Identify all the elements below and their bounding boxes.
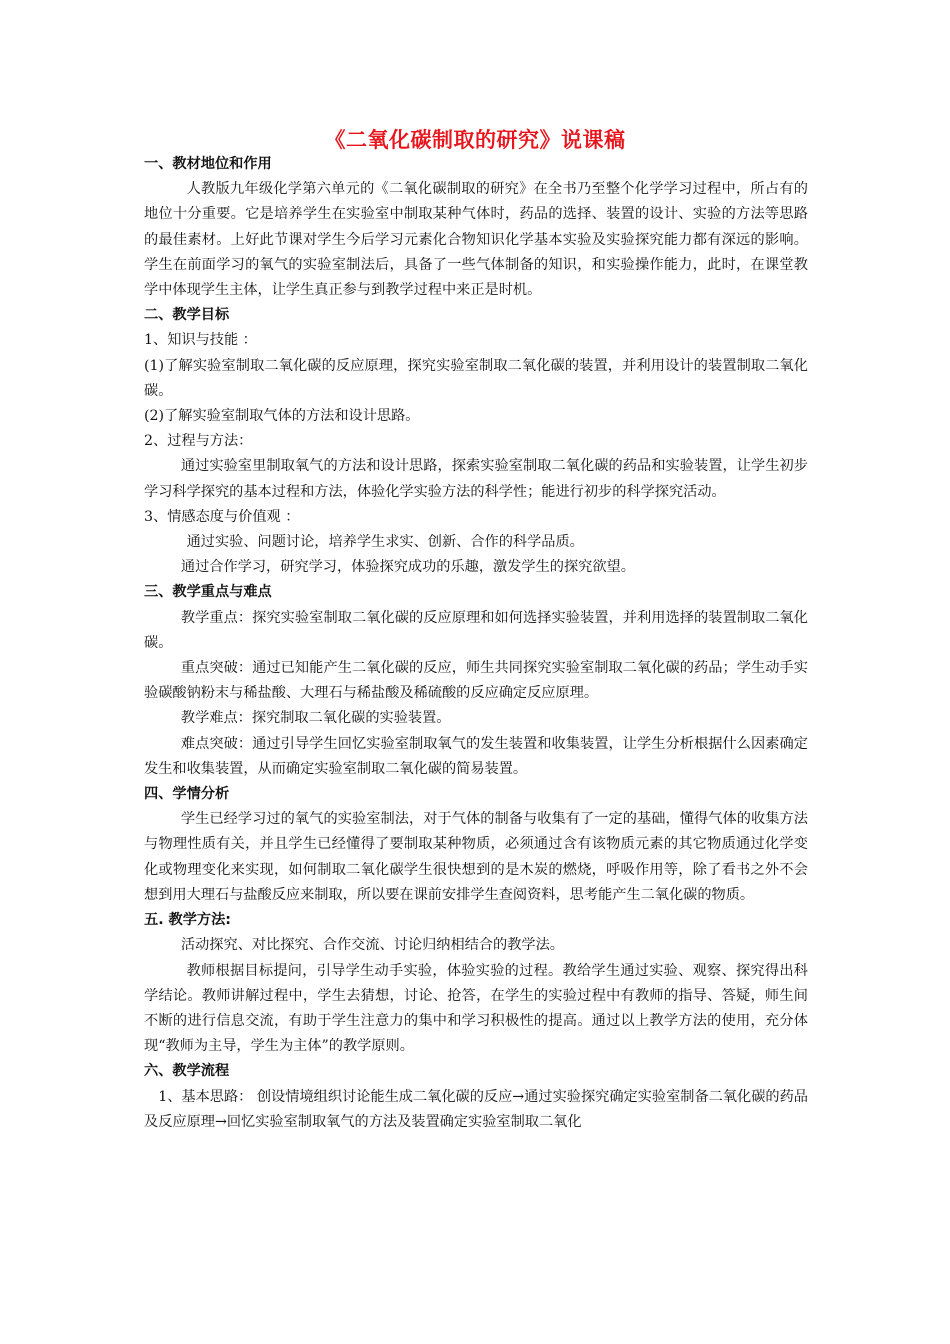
- paragraph: 教师根据目标提问，引导学生动手实验，体验实验的过程。教给学生通过实验、观察、探究得出科学结论。教师讲解过程中，学生去猜想，讨论、抢答，在学生的实验过程中有教师的指导、答疑，师生间不断的进行信息交流，有助于学生注意力的集中和学习积极性的提高。通过以上教学方法的使用，充分体现“教师为主导，学生为主体”的教学原则。: [144, 962, 808, 1055]
- document-title: 《二氧化碳制取的研究》说课稿: [324, 128, 626, 152]
- subheading: 1、知识与技能 ：: [144, 332, 257, 349]
- paragraph: 重点突破：通过已知能产生二氧化碳的反应，师生共同探究实验室制取二氧化碳的药品；学生动手实验碳酸钠粉末与稀盐酸、大理石与稀盐酸及稀硫酸的反应确定反应原理。: [144, 660, 808, 702]
- subheading: 2、过程与方法：: [144, 433, 253, 450]
- paragraph: 活动探究、对比探究、合作交流、讨论归纳相结合的教学法。: [180, 937, 564, 954]
- subheading: 3、情感态度与价值观 ：: [144, 508, 300, 525]
- paragraph: 教学难点：探究制取二氧化碳的实验装置。: [180, 710, 451, 727]
- paragraph: (1)了解实验室制取二氧化碳的反应原理，探究实验室制取二氧化碳的装置，并利用设计的装置制取二氧化碳。: [144, 357, 808, 399]
- section-heading: 四、学情分析: [144, 786, 230, 803]
- paragraph: 教学重点：探究实验室制取二氧化碳的反应原理和如何选择实验装置，并利用选择的装置制取二氧化碳。: [144, 609, 808, 651]
- paragraph: (2)了解实验室制取气体的方法和设计思路。: [144, 408, 420, 425]
- document-body: [144, 152, 808, 1135]
- paragraph: 学生已经学习过的氧气的实验室制法，对于气体的制备与收集有了一定的基础，懂得气体的收集方法与物理性质有关，并且学生已经懂得了要制取某种物质，必须通过含有该物质元素的其它物质通过化学变化或物理变化来实现，如何制取二氧化碳学生很快想到的是木炭的燃烧，呼吸作用等，除了看书之外不会想到用大理石与盐酸反应来制取，所以要在课前安排学生查阅资料，思考能产生二氧化碳的物质。: [144, 811, 808, 903]
- paragraph: 通过实验室里制取氧气的方法和设计思路，探索实验室制取二氧化碳的药品和实验装置，让学生初步学习科学探究的基本过程和方法，体验化学实验方法的科学性；能进行初步的科学探究活动。: [144, 458, 808, 500]
- paragraph: 通过合作学习，研究学习，体验探究成功的乐趣，激发学生的探究欲望。: [180, 559, 635, 576]
- section-heading: 六、教学流程: [144, 1063, 230, 1080]
- paragraph: 通过实验、问题讨论，培养学生求实、创新、合作的科学品质。: [186, 534, 584, 551]
- paragraph: 1、基本思路： 创设情境组织讨论能生成二氧化碳的反应→通过实验探究确定实验室制备二氧化碳的药品及反应原理→回忆实验室制取氧气的方法及装置确定实验室制取二氧化: [144, 1088, 808, 1130]
- paragraph: 人教版九年级化学第六单元的《二氧化碳制取的研究》在全书乃至整个化学学习过程中，所占有的地位十分重要。它是培养学生在实验室中制取某种气体时，药品的选择、装置的设计、实验的方法等思路的最佳素材。上好此节课对学生今后学习元素化合物知识化学基本实验及实验探究能力都有深远的影响。学生在前面学习的氧气的实验室制法后，具备了一些气体制备的知识，和实验操作能力，此时，在课堂教学中体现学生主体，让学生真正参与到教学过程中来正是时机。: [144, 181, 808, 299]
- section-heading: 五. 教学方法:: [144, 912, 231, 929]
- section-heading: 二、教学目标: [144, 307, 230, 324]
- paragraph: 难点突破：通过引导学生回忆实验室制取氧气的发生装置和收集装置，让学生分析根据什么因素确定发生和收集装置，从而确定实验室制取二氧化碳的简易装置。: [144, 735, 808, 777]
- section-heading: 一、教材地位和作用: [144, 156, 272, 172]
- section-heading: 三、教学重点与难点: [144, 584, 272, 601]
